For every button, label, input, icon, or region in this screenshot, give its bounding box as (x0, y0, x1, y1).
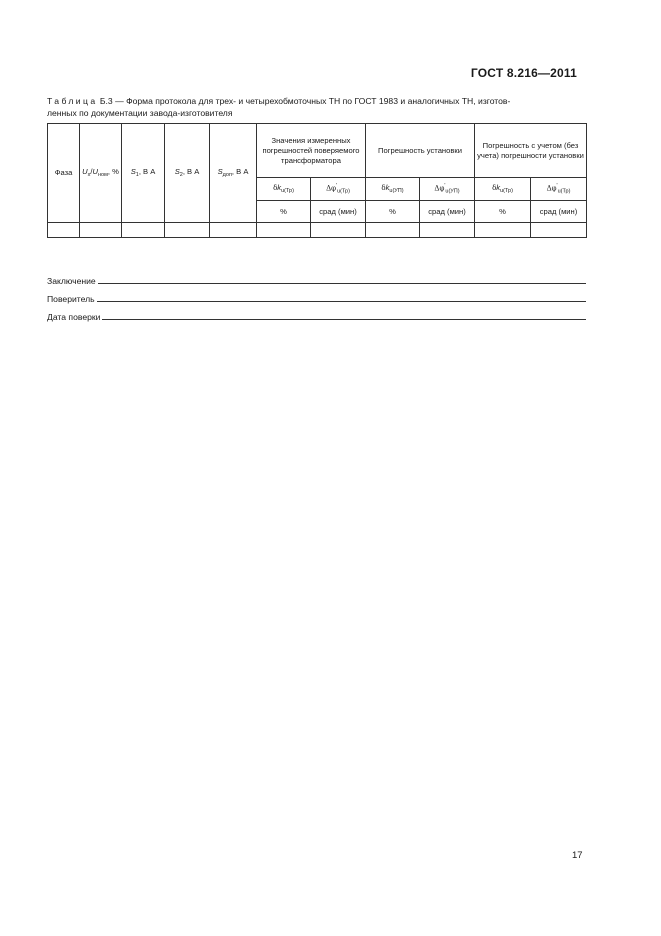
page-number: 17 (572, 850, 583, 861)
symbol-dk-tr: $\delta k_{u(Тр)}$ (257, 178, 311, 201)
symbol-dphi-tr-corrected: $\Delta\varphi'_{u(Тр)}$ (531, 178, 587, 201)
empty-cell[interactable] (80, 223, 122, 238)
header-voltage-ratio: $U_x/U_{ном}$, % (80, 124, 122, 223)
conclusion-line (47, 274, 586, 286)
caption-text-line1: — Форма протокола для трех- и четырехобмоточных ТН по ГОСТ 1983 и аналогичных ТН, изготов- (112, 96, 511, 106)
header-group-corrected: Погрешность с учетом (без учета) погрешности установки (475, 124, 587, 178)
header-group-measured: Значения измеренных погрешностей поверяемого трансформатора (257, 124, 366, 178)
date-field[interactable] (102, 319, 586, 320)
date-label: Дата поверки (47, 312, 101, 322)
verifier-line (47, 292, 586, 304)
unit-percent-1: % (257, 201, 311, 223)
verifier-field[interactable] (97, 301, 586, 302)
unit-angle-1: срад (мин) (311, 201, 366, 223)
header-group-setup: Погрешность установки (366, 124, 475, 178)
conclusion-label: Заключение (47, 276, 96, 286)
unit-percent-2: % (366, 201, 420, 223)
header-phase: Фаза (48, 124, 80, 223)
document-code: ГОСТ 8.216—2011 (470, 66, 577, 80)
empty-cell[interactable] (366, 223, 420, 238)
symbol-dphi-up: $\Delta\varphi'_{u(УП)}$ (420, 178, 475, 201)
symbol-dphi-tr: $\Delta\varphi'_{u(Тр)}$ (311, 178, 366, 201)
caption-text-line2: ленных по документации завода-изготовителя (47, 108, 233, 118)
table-row-empty (48, 223, 587, 238)
symbol-dk-up: $\delta k_{u(УП)}$ (366, 178, 420, 201)
empty-cell[interactable] (531, 223, 587, 238)
conclusion-field[interactable] (98, 283, 586, 284)
empty-cell[interactable] (311, 223, 366, 238)
caption-number: Б.3 (99, 96, 113, 106)
empty-cell[interactable] (210, 223, 257, 238)
symbol-dk-tr-corrected: $\delta k_{u(Тр)}$ (475, 178, 531, 201)
table-caption (47, 95, 587, 119)
caption-label: Таблица (47, 96, 98, 106)
protocol-table (47, 123, 587, 238)
empty-cell[interactable] (420, 223, 475, 238)
empty-cell[interactable] (475, 223, 531, 238)
verifier-label: Поверитель (47, 294, 95, 304)
date-line (47, 310, 586, 322)
header-sdop: $S_{доп}$, В А (210, 124, 257, 223)
header-s1: $S_1$, В А (122, 124, 165, 223)
empty-cell[interactable] (165, 223, 210, 238)
empty-cell[interactable] (48, 223, 80, 238)
unit-angle-2: срад (мин) (420, 201, 475, 223)
header-s2: $S_2$, В А (165, 124, 210, 223)
empty-cell[interactable] (122, 223, 165, 238)
unit-angle-3: срад (мин) (531, 201, 587, 223)
empty-cell[interactable] (257, 223, 311, 238)
unit-percent-3: % (475, 201, 531, 223)
